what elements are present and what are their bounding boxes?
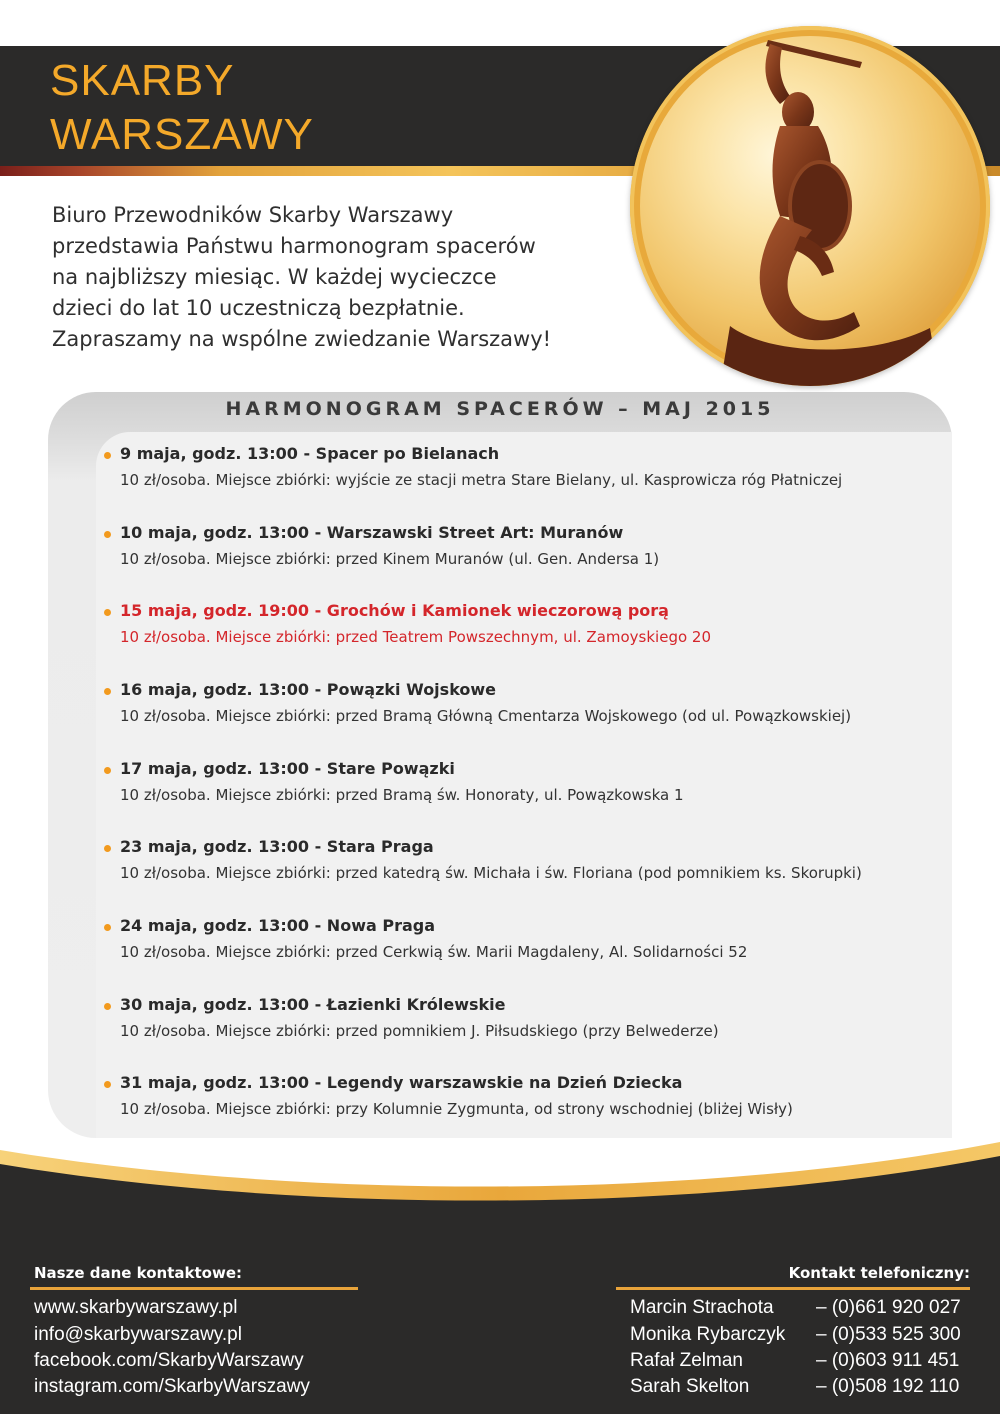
bullet-dot-icon	[104, 531, 111, 538]
bullet-dot-icon	[104, 845, 111, 852]
walk-details: 10 zł/osoba. Miejsce zbiórki: przed Teatrem Powszechnym, ul. Zamoyskiego 20	[120, 628, 712, 646]
walk-title: 24 maja, godz. 13:00 - Nowa Praga	[120, 916, 435, 935]
contact-heading: Nasze dane kontaktowe:	[34, 1264, 242, 1282]
brand-line-2: WARSZAWY	[50, 110, 314, 159]
contact-divider	[30, 1287, 358, 1290]
intro-line: Biuro Przewodników Skarby Warszawy	[52, 203, 454, 227]
walk-title: 30 maja, godz. 13:00 - Łazienki Królewskie	[120, 995, 506, 1014]
walk-details: 10 zł/osoba. Miejsce zbiórki: przed Kinem Muranów (ul. Gen. Andersa 1)	[120, 550, 660, 568]
intro-line: na najbliższy miesiąc. W każdej wycieczce	[52, 265, 497, 289]
walk-title: 10 maja, godz. 13:00 - Warszawski Street Art: Muranów	[120, 523, 624, 542]
phone-number[interactable]: – (0)661 920 027	[816, 1297, 961, 1318]
bullet-dot-icon	[104, 1081, 111, 1088]
bullet-dot-icon	[104, 609, 111, 616]
phone-contact	[630, 1350, 960, 1372]
intro-text	[52, 200, 632, 355]
contact-name: Monika Rybarczyk	[630, 1324, 786, 1345]
bullet-dot-icon	[104, 767, 111, 774]
walk-title: 23 maja, godz. 13:00 - Stara Praga	[120, 837, 434, 856]
website-link[interactable]: www.skarbywarszawy.pl	[34, 1297, 238, 1318]
walk-details: 10 zł/osoba. Miejsce zbiórki: przed pomnikiem J. Piłsudskiego (przy Belwederze)	[120, 1022, 719, 1040]
facebook-link[interactable]: facebook.com/SkarbyWarszawy	[34, 1350, 304, 1371]
phone-heading: Kontakt telefoniczny:	[788, 1264, 970, 1282]
phone-number[interactable]: – (0)603 911 451	[816, 1350, 960, 1371]
walk-details: 10 zł/osoba. Miejsce zbiórki: przed Bramą św. Honoraty, ul. Powązkowska 1	[120, 786, 684, 804]
contact-name: Rafał Zelman	[630, 1350, 743, 1371]
walk-title: 17 maja, godz. 13:00 - Stare Powązki	[120, 759, 455, 778]
intro-line: dzieci do lat 10 uczestniczą bezpłatnie.	[52, 296, 465, 320]
walk-details: 10 zł/osoba. Miejsce zbiórki: przed Bramą Główną Cmentarza Wojskowego (od ul. Powązkowskiej)	[120, 707, 852, 725]
walk-details: 10 zł/osoba. Miejsce zbiórki: wyjście ze stacji metra Stare Bielany, ul. Kasprowicza róg Płatniczej	[120, 471, 843, 489]
email-link[interactable]: info@skarbywarszawy.pl	[34, 1324, 242, 1345]
walk-title: 31 maja, godz. 13:00 - Legendy warszawskie na Dzień Dziecka	[120, 1073, 683, 1092]
phone-number[interactable]: – (0)533 525 300	[816, 1324, 961, 1345]
mermaid-medallion	[630, 26, 990, 386]
walk-title: 16 maja, godz. 13:00 - Powązki Wojskowe	[120, 680, 497, 699]
brand-logo	[50, 54, 314, 162]
contact-name: Sarah Skelton	[630, 1376, 750, 1397]
phone-contact	[630, 1376, 960, 1398]
walk-details: 10 zł/osoba. Miejsce zbiórki: przed katedrą św. Michała i św. Floriana (pod pomnikiem ks. Skorupki)	[120, 864, 862, 882]
walk-title: 9 maja, godz. 13:00 - Spacer po Bielanach	[120, 444, 500, 463]
walk-details: 10 zł/osoba. Miejsce zbiórki: przed Cerkwią św. Marii Magdaleny, Al. Solidarności 52	[120, 943, 748, 961]
mermaid-statue-icon	[630, 26, 990, 386]
bullet-dot-icon	[104, 452, 111, 459]
bullet-dot-icon	[104, 688, 111, 695]
intro-line: Zapraszamy na wspólne zwiedzanie Warszawy!	[52, 327, 552, 351]
walk-details: 10 zł/osoba. Miejsce zbiórki: przy Kolumnie Zygmunta, od strony wschodniej (bliżej Wisły)	[120, 1100, 793, 1118]
phone-contact	[630, 1324, 961, 1346]
instagram-link[interactable]: instagram.com/SkarbyWarszawy	[34, 1376, 310, 1397]
contact-name: Marcin Strachota	[630, 1297, 774, 1318]
intro-line: przedstawia Państwu harmonogram spacerów	[52, 234, 536, 258]
bullet-dot-icon	[104, 1003, 111, 1010]
bullet-dot-icon	[104, 924, 111, 931]
phone-contact	[630, 1297, 961, 1319]
brand-line-1: SKARBY	[50, 56, 235, 105]
walk-title: 15 maja, godz. 19:00 - Grochów i Kamionek wieczorową porą	[120, 601, 669, 620]
schedule-heading: HARMONOGRAM SPACERÓW – MAJ 2015	[225, 398, 775, 420]
phone-number[interactable]: – (0)508 192 110	[816, 1376, 960, 1397]
phone-divider	[616, 1287, 970, 1290]
